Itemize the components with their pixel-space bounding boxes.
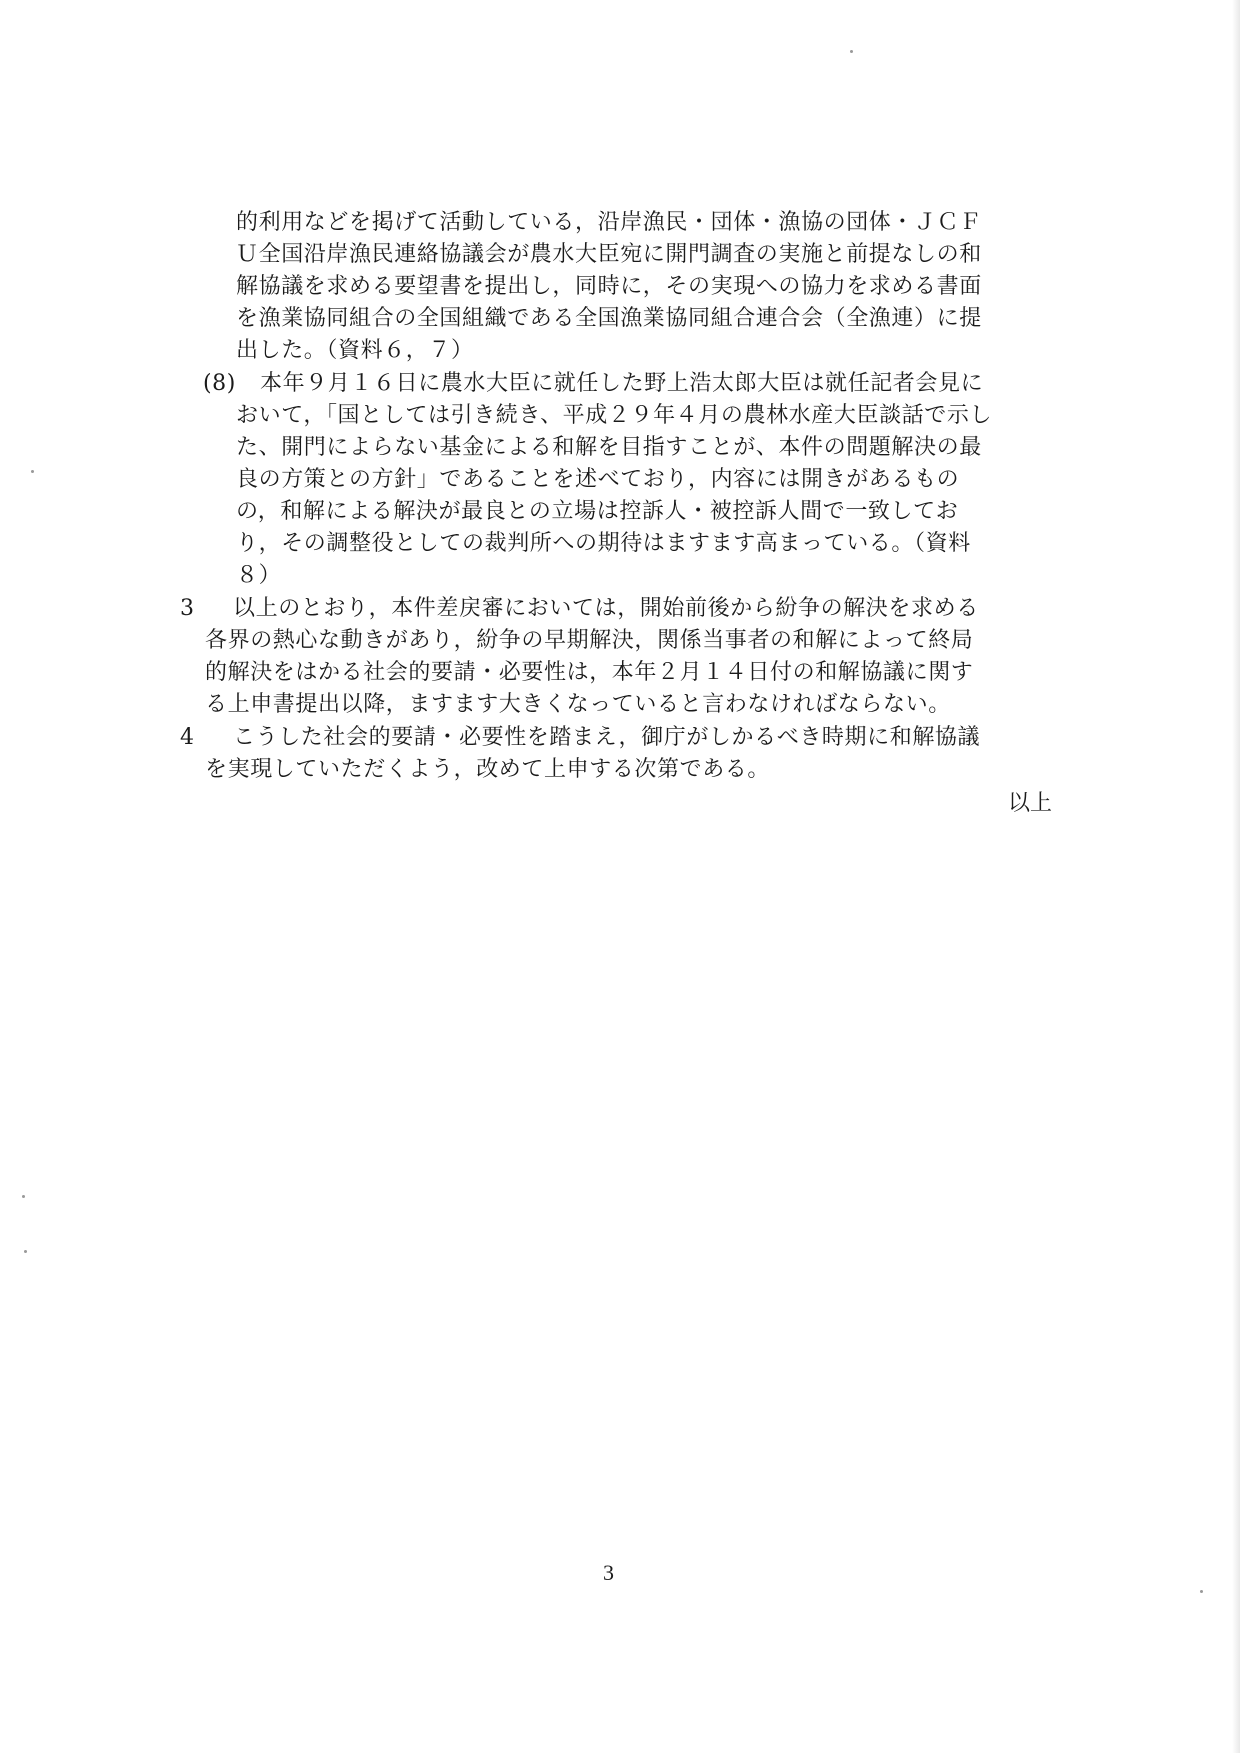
paragraph-line: 良の方策との方針」であることを述べており，内容には開きがあるもの <box>236 467 960 492</box>
page-number: 3 <box>603 1560 614 1585</box>
paragraph-line: を漁業協同組合の全国組織である全国漁業協同組合連合会（全漁連）に提 <box>236 306 982 331</box>
scan-edge-shadow <box>1232 0 1240 1753</box>
scan-speck <box>22 1195 25 1198</box>
paragraph-line: 本年９月１６日に農水大臣に就任した野上浩太郎大臣は就任記者会見に <box>260 371 984 396</box>
paragraph-line: を実現していただくよう，改めて上申する次第である。 <box>205 757 771 782</box>
item-8-label: (8) <box>203 371 236 396</box>
paragraph-line: こうした社会的要請・必要性を踏まえ，御庁がしかるべき時期に和解協議 <box>233 725 981 750</box>
paragraph-line: り，その調整役としての裁判所への期待はますます高まっている。（資料 <box>236 531 971 556</box>
scan-speck <box>1200 1590 1203 1593</box>
paragraph-line: おいて，「国としては引き続き、平成２９年４月の農林水産大臣談話で示し <box>236 403 993 428</box>
scan-speck <box>850 50 853 53</box>
scan-speck <box>31 470 34 473</box>
paragraph-line: る上申書提出以降，ますます大きくなっていると言わなければならない。 <box>205 692 951 717</box>
paragraph-line: 的利用などを掲げて活動している，沿岸漁民・団体・漁協の団体・ＪＣＦ <box>236 210 982 235</box>
section-3-label: 3 <box>180 596 195 621</box>
paragraph-line: 出した。（資料６，７） <box>236 338 474 363</box>
paragraph-line: ８） <box>236 563 282 588</box>
scan-speck <box>24 1250 27 1253</box>
paragraph-line: Ｕ全国沿岸漁民連絡協議会が農水大臣宛に開門調査の実施と前提なしの和 <box>236 242 982 267</box>
paragraph-line: 各界の熱心な動きがあり，紛争の早期解決，関係当事者の和解によって終局 <box>205 628 974 653</box>
section-4-label: 4 <box>180 725 195 750</box>
paragraph-line: た、開門によらない基金による和解を目指すことが、本件の問題解決の最 <box>236 435 982 460</box>
paragraph-line: 解協議を求める要望書を提出し，同時に，その実現への協力を求める書面 <box>236 274 982 299</box>
paragraph-line: 的解決をはかる社会的要請・必要性は，本年２月１４日付の和解協議に関す <box>205 660 974 685</box>
paragraph-line: 以上のとおり，本件差戻審においては，開始前後から紛争の解決を求める <box>233 596 979 621</box>
paragraph-line: の，和解による解決が最良との立場は控訴人・被控訴人間で一致してお <box>236 499 959 524</box>
closing-remark: 以上 <box>1008 791 1053 816</box>
